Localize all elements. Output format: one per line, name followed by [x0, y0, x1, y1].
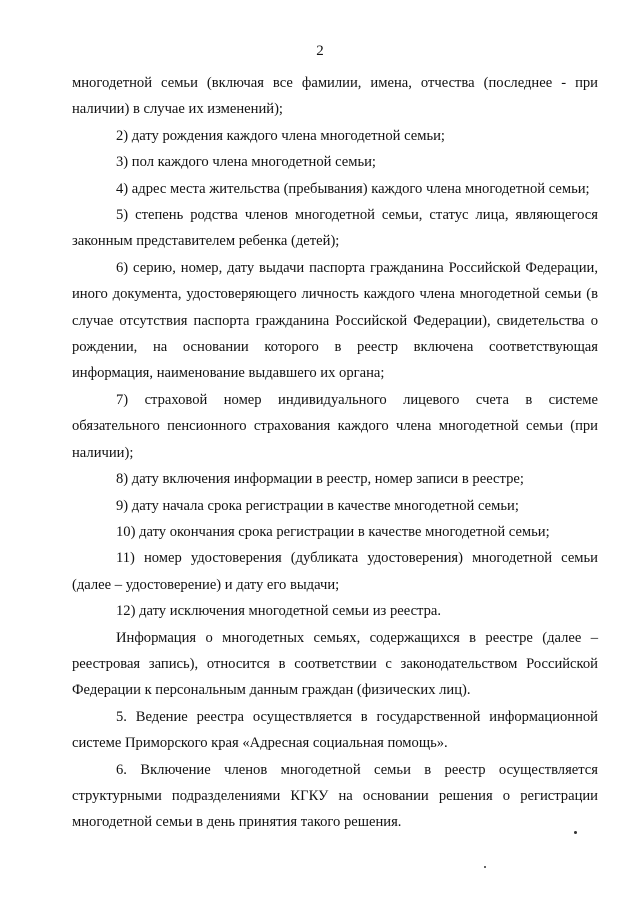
list-item-7: 7) страховой номер индивидуального лицевого счета в системе обязательного пенсионного страхования каждого члена многодетной семьи (при наличии); [72, 391, 598, 461]
clause-6: 6. Включение членов многодетной семьи в реестр осуществляется структурными подразделениями КГКУ на основании решения о регистрации многодетной семьи в день принятия такого решения. [72, 761, 598, 831]
list-item-11: 11) номер удостоверения (дубликата удостоверения) многодетной семьи (далее – удостоверение) и дату его выдачи; [72, 550, 598, 593]
paragraph-personal-data: Информация о многодетных семьях, содержащихся в реестре (далее – реестровая запись), относится в соответствии с законодательством Российской Федерации к персональным данным граждан (физических лиц). [72, 629, 598, 699]
list-item-6: 6) серию, номер, дату выдачи паспорта гражданина Российской Федерации, иного документа, удостоверяющего личность каждого члена многодетной семьи (в случае отсутствия паспорта гражданина Российской Федерации), свидетельства о рождении, на основании которого в реестр включена соответствующая информация, наименование выдавшего их органа; [72, 259, 598, 382]
list-item-8: 8) дату включения информации в реестр, номер записи в реестре; [116, 471, 524, 488]
list-item-3: 3) пол каждого члена многодетной семьи; [116, 154, 376, 171]
scan-speck [574, 831, 577, 834]
document-body [72, 70, 598, 836]
list-item-10: 10) дату окончания срока регистрации в качестве многодетной семьи; [116, 523, 550, 540]
list-item-9: 9) дату начала срока регистрации в качестве многодетной семьи; [116, 497, 519, 514]
list-item-2: 2) дату рождения каждого члена многодетной семьи; [116, 127, 445, 144]
scan-speck [484, 866, 486, 868]
clause-5: 5. Ведение реестра осуществляется в государственной информационной системе Приморского края «Адресная социальная помощь». [72, 708, 598, 752]
list-item-12: 12) дату исключения многодетной семьи из реестра. [116, 603, 442, 620]
list-item-4: 4) адрес места жительства (пребывания) каждого члена многодетной семьи; [116, 180, 590, 197]
list-item-5: 5) степень родства членов многодетной семьи, статус лица, являющегося законным представителем ребенка (детей); [72, 207, 598, 250]
page-number: 2 [316, 43, 324, 59]
paragraph-continuation: многодетной семьи (включая все фамилии, имена, отчества (последнее - при наличии) в случае их изменений); [72, 75, 598, 118]
